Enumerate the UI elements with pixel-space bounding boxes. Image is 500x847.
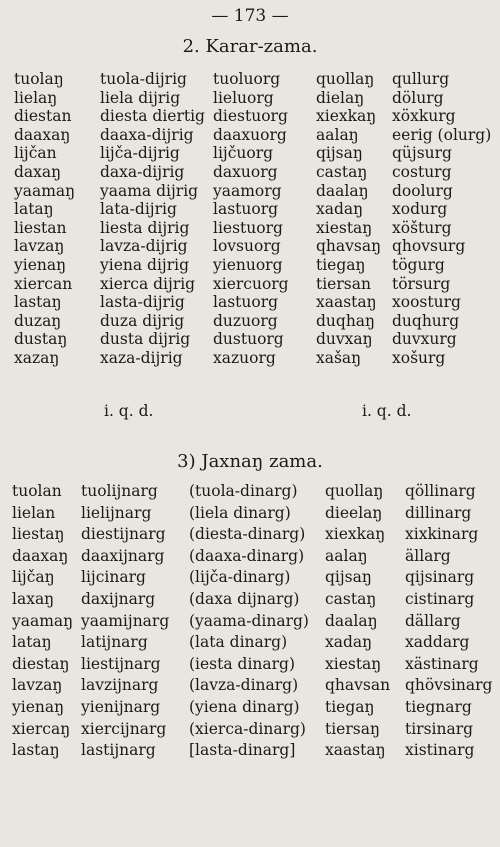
table-row bbox=[0, 312, 500, 331]
word-form-cell: daalaŋ bbox=[325, 611, 378, 630]
table-row bbox=[0, 503, 500, 525]
word-form-cell: xašaŋ bbox=[316, 348, 362, 367]
word-form-cell: yaamaŋ bbox=[12, 611, 74, 630]
word-form-cell: diestan bbox=[14, 107, 72, 126]
word-form-cell: lielan bbox=[12, 503, 56, 522]
word-form-cell: tiersaŋ bbox=[325, 719, 380, 738]
word-form-cell: qhavsaŋ bbox=[316, 237, 382, 256]
word-form-cell: (daxa dijnarg) bbox=[189, 589, 300, 608]
table-row bbox=[0, 70, 500, 89]
word-form-cell: xaastaŋ bbox=[316, 293, 377, 312]
word-form-cell: liesta dijrig bbox=[100, 218, 190, 237]
word-form-cell: qijsaŋ bbox=[325, 568, 372, 587]
word-form-cell: xaastaŋ bbox=[325, 741, 386, 760]
word-form-cell: xiestaŋ bbox=[316, 218, 373, 237]
word-form-cell: qhovsurg bbox=[392, 237, 466, 256]
word-form-cell: tiegnarg bbox=[405, 697, 472, 716]
table-row bbox=[0, 293, 500, 312]
word-form-cell: tiersan bbox=[316, 274, 371, 293]
word-form-cell: liestaŋ bbox=[12, 525, 65, 544]
word-form-cell: lataŋ bbox=[14, 200, 54, 219]
word-form-cell: (lavza-dinarg) bbox=[189, 676, 299, 695]
word-form-cell: xiercaŋ bbox=[12, 719, 71, 738]
word-form-cell: tuolan bbox=[12, 482, 62, 500]
word-form-cell: lovsuorg bbox=[213, 237, 281, 256]
word-form-cell: daaxuorg bbox=[213, 125, 287, 144]
word-form-cell: liestijnarg bbox=[81, 654, 161, 673]
word-form-cell: lieluorg bbox=[213, 88, 274, 107]
word-form-cell: diesta diertig bbox=[100, 107, 205, 126]
word-form-cell: liestan bbox=[14, 218, 67, 237]
word-form-cell: daxijnarg bbox=[81, 589, 156, 608]
word-form-cell: daaxaŋ bbox=[14, 125, 71, 144]
word-form-cell: lata-dijrig bbox=[100, 200, 177, 219]
word-form-cell: quollaŋ bbox=[316, 70, 375, 88]
word-form-cell: xästinarg bbox=[405, 654, 479, 673]
word-form-cell: duqhaŋ bbox=[316, 311, 376, 330]
table-row bbox=[0, 144, 500, 163]
word-form-cell: duvxurg bbox=[392, 330, 457, 349]
table-row bbox=[0, 719, 500, 741]
word-form-cell: (lijča-dinarg) bbox=[189, 568, 291, 587]
page-number: — 173 — bbox=[211, 6, 289, 26]
table-row bbox=[0, 654, 500, 676]
word-form-cell: (lata dinarg) bbox=[189, 633, 288, 652]
word-form-cell: lijča-dijrig bbox=[100, 144, 180, 163]
word-form-cell: tuolaŋ bbox=[14, 70, 64, 88]
section-3-conjugation-table bbox=[0, 481, 500, 762]
section-2-conjugation-table bbox=[0, 70, 500, 368]
word-form-cell: qüjsurg bbox=[392, 144, 452, 163]
word-form-cell: castaŋ bbox=[316, 162, 368, 181]
word-form-cell: ällarg bbox=[405, 546, 451, 565]
word-form-cell: yaamaŋ bbox=[14, 181, 76, 200]
word-form-cell: xixkinarg bbox=[405, 525, 479, 544]
table-row bbox=[0, 546, 500, 568]
table-row bbox=[0, 349, 500, 368]
word-form-cell: qhövsinarg bbox=[405, 676, 493, 695]
word-form-cell: qöllinarg bbox=[405, 482, 476, 500]
word-form-cell: dieelaŋ bbox=[325, 503, 383, 522]
word-form-cell: duza dijrig bbox=[100, 311, 185, 330]
table-row bbox=[0, 611, 500, 633]
word-form-cell: quollaŋ bbox=[325, 482, 384, 500]
word-form-cell: tuolijnarg bbox=[81, 482, 158, 500]
table-row bbox=[0, 567, 500, 589]
word-form-cell: xiercijnarg bbox=[81, 719, 167, 738]
word-form-cell: lastaŋ bbox=[14, 293, 62, 312]
word-form-cell: xiercuorg bbox=[213, 274, 289, 293]
word-form-cell: daaxaŋ bbox=[12, 546, 69, 565]
word-form-cell: lavza-dijrig bbox=[100, 237, 188, 256]
word-form-cell: dusta dijrig bbox=[100, 330, 191, 349]
word-form-cell: xaddarg bbox=[405, 633, 470, 652]
word-form-cell: qullurg bbox=[392, 70, 450, 88]
word-form-cell: lavzaŋ bbox=[12, 676, 63, 695]
table-row bbox=[0, 182, 500, 201]
word-form-cell: xiexkaŋ bbox=[325, 525, 386, 544]
table-row bbox=[0, 237, 500, 256]
word-form-cell: daalaŋ bbox=[316, 181, 369, 200]
section-2-footer-right: i. q. d. bbox=[362, 402, 412, 420]
word-form-cell: törsurg bbox=[392, 274, 451, 293]
word-form-cell: lastuorg bbox=[213, 200, 279, 219]
word-form-cell: liestuorg bbox=[213, 218, 283, 237]
word-form-cell: daaxijnarg bbox=[81, 546, 165, 565]
word-form-cell: lataŋ bbox=[12, 633, 52, 652]
word-form-cell: diestuorg bbox=[213, 107, 288, 126]
section-3-heading: 3) Jaxnaŋ zama. bbox=[177, 451, 323, 472]
word-form-cell: (tuola-dinarg) bbox=[189, 482, 298, 500]
word-form-cell: tiegaŋ bbox=[325, 697, 375, 716]
table-row bbox=[0, 740, 500, 762]
table-row bbox=[0, 126, 500, 145]
word-form-cell: lasta-dijrig bbox=[100, 293, 185, 312]
word-form-cell: liela dijrig bbox=[100, 88, 181, 107]
word-form-cell: xiercan bbox=[14, 274, 73, 293]
word-form-cell: yienijnarg bbox=[81, 697, 161, 716]
word-form-cell: lastuorg bbox=[213, 293, 279, 312]
word-form-cell: qhavsan bbox=[325, 676, 391, 695]
word-form-cell: [lasta-dinarg] bbox=[189, 741, 296, 760]
word-form-cell: xoosturg bbox=[392, 293, 461, 312]
word-form-cell: (xierca-dinarg) bbox=[189, 719, 306, 738]
word-form-cell: yienaŋ bbox=[14, 255, 67, 274]
word-form-cell: duzaŋ bbox=[14, 311, 62, 330]
word-form-cell: tirsinarg bbox=[405, 719, 474, 738]
table-row bbox=[0, 163, 500, 182]
table-row bbox=[0, 632, 500, 654]
word-form-cell: tiegaŋ bbox=[316, 255, 366, 274]
table-row bbox=[0, 89, 500, 108]
table-row bbox=[0, 219, 500, 238]
word-form-cell: diestijnarg bbox=[81, 525, 166, 544]
word-form-cell: daaxa-dijrig bbox=[100, 125, 194, 144]
word-form-cell: yaamorg bbox=[213, 181, 282, 200]
word-form-cell: lavzijnarg bbox=[81, 676, 159, 695]
word-form-cell: xöxkurg bbox=[392, 107, 456, 126]
word-form-cell: xazaŋ bbox=[14, 348, 60, 367]
word-form-cell: tögurg bbox=[392, 255, 445, 274]
table-row bbox=[0, 330, 500, 349]
word-form-cell: qijsinarg bbox=[405, 568, 475, 587]
table-row bbox=[0, 200, 500, 219]
word-form-cell: daxaŋ bbox=[14, 162, 62, 181]
word-form-cell: dustaŋ bbox=[14, 330, 68, 349]
word-form-cell: xadaŋ bbox=[316, 200, 364, 219]
table-row bbox=[0, 524, 500, 546]
word-form-cell: duzuorg bbox=[213, 311, 278, 330]
word-form-cell: eerig (olurg) bbox=[392, 125, 492, 144]
word-form-cell: (iesta dinarg) bbox=[189, 654, 296, 673]
word-form-cell: laxaŋ bbox=[12, 589, 55, 608]
word-form-cell: duqhurg bbox=[392, 311, 460, 330]
word-form-cell: yiena dijrig bbox=[100, 255, 190, 274]
word-form-cell: latijnarg bbox=[81, 633, 148, 652]
word-form-cell: xazuorg bbox=[213, 348, 276, 367]
word-form-cell: xistinarg bbox=[405, 741, 475, 760]
word-form-cell: tuoluorg bbox=[213, 70, 281, 88]
word-form-cell: lielijnarg bbox=[81, 503, 152, 522]
word-form-cell: lijcinarg bbox=[81, 568, 146, 587]
word-form-cell: dölurg bbox=[392, 88, 444, 107]
word-form-cell: xaza-dijrig bbox=[100, 348, 183, 367]
word-form-cell: lastijnarg bbox=[81, 741, 156, 760]
word-form-cell: dillinarg bbox=[405, 503, 472, 522]
word-form-cell: dustuorg bbox=[213, 330, 284, 349]
word-form-cell: (liela dinarg) bbox=[189, 503, 291, 522]
word-form-cell: dällarg bbox=[405, 611, 461, 630]
word-form-cell: diestaŋ bbox=[12, 654, 70, 673]
word-form-cell: daxuorg bbox=[213, 162, 278, 181]
table-row bbox=[0, 697, 500, 719]
word-form-cell: yaamijnarg bbox=[81, 611, 170, 630]
word-form-cell: yaama dijrig bbox=[100, 181, 199, 200]
word-form-cell: xierca dijrig bbox=[100, 274, 196, 293]
section-2-footer-left: i. q. d. bbox=[104, 402, 154, 420]
word-form-cell: xiexkaŋ bbox=[316, 107, 377, 126]
word-form-cell: duvxaŋ bbox=[316, 330, 373, 349]
word-form-cell: yienaŋ bbox=[12, 697, 65, 716]
word-form-cell: (diesta-dinarg) bbox=[189, 525, 306, 544]
word-form-cell: aalaŋ bbox=[325, 546, 368, 565]
word-form-cell: xošurg bbox=[392, 348, 446, 367]
table-row bbox=[0, 275, 500, 294]
word-form-cell: qijsaŋ bbox=[316, 144, 363, 163]
word-form-cell: lavzaŋ bbox=[14, 237, 65, 256]
table-row bbox=[0, 589, 500, 611]
table-row bbox=[0, 481, 500, 503]
word-form-cell: (yiena dinarg) bbox=[189, 697, 300, 716]
table-row bbox=[0, 107, 500, 126]
word-form-cell: castaŋ bbox=[325, 589, 377, 608]
word-form-cell: xiestaŋ bbox=[325, 654, 382, 673]
word-form-cell: lastaŋ bbox=[12, 741, 60, 760]
word-form-cell: daxa-dijrig bbox=[100, 162, 185, 181]
word-form-cell: lijčaŋ bbox=[12, 568, 55, 587]
word-form-cell: xadaŋ bbox=[325, 633, 373, 652]
word-form-cell: costurg bbox=[392, 162, 452, 181]
word-form-cell: yienuorg bbox=[213, 255, 283, 274]
word-form-cell: dielaŋ bbox=[316, 88, 365, 107]
word-form-cell: cistinarg bbox=[405, 589, 475, 608]
word-form-cell: (yaama-dinarg) bbox=[189, 611, 309, 630]
section-2-heading: 2. Karar-zama. bbox=[182, 36, 318, 57]
table-row bbox=[0, 256, 500, 275]
word-form-cell: lijčuorg bbox=[213, 144, 274, 163]
word-form-cell: lijčan bbox=[14, 144, 57, 163]
word-form-cell: xodurg bbox=[392, 200, 448, 219]
word-form-cell: lielaŋ bbox=[14, 88, 58, 107]
table-row bbox=[0, 675, 500, 697]
word-form-cell: tuola-dijrig bbox=[100, 70, 187, 88]
word-form-cell: doolurg bbox=[392, 181, 453, 200]
word-form-cell: (daaxa-dinarg) bbox=[189, 546, 305, 565]
word-form-cell: aalaŋ bbox=[316, 125, 359, 144]
word-form-cell: xöšturg bbox=[392, 218, 452, 237]
